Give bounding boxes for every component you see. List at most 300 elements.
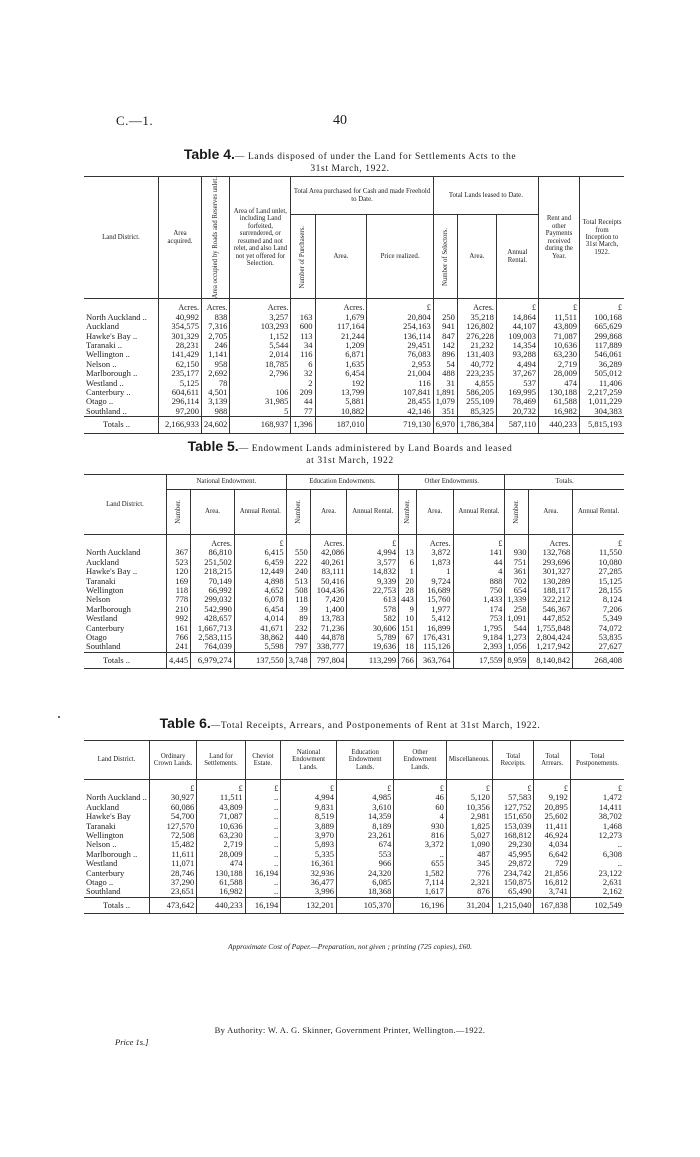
table6-value-cell: 655	[394, 859, 447, 868]
table5-totals-label: Totals ..	[86, 654, 131, 665]
table4-unit: £	[496, 299, 538, 313]
table5-district-cell: Auckland	[86, 556, 120, 567]
table4-value-cell: 505,012	[580, 369, 625, 378]
table5-value-cell: 1,091	[505, 614, 529, 623]
table6-value-cell: 153,039	[492, 822, 534, 831]
table4-value-cell: 246	[202, 341, 230, 350]
table5-value-cell: 16,689	[416, 586, 453, 595]
table5-value-cell: 764,039	[191, 642, 235, 652]
table5-value-cell: 71,236	[310, 624, 347, 633]
table5-value-cell: 16,899	[416, 624, 453, 633]
table4-unit: Acres.	[315, 299, 367, 313]
table5-value-cell: 39	[286, 605, 310, 614]
table5-unit: Acres.	[529, 535, 573, 549]
table4-value-cell: 5,881	[315, 397, 367, 406]
table4-district-cell: Wellington ..	[86, 349, 130, 360]
table5-value-cell: 44,878	[310, 633, 347, 642]
table6-value-cell: 5,335	[281, 850, 337, 859]
table4-value-cell: 109,003	[496, 332, 538, 341]
table4-totals-row	[84, 417, 624, 433]
table6-col-header: Miscellaneous.	[446, 741, 492, 780]
table4-value-cell: 61,588	[539, 397, 580, 406]
table6-district-cell: Westland	[86, 858, 118, 869]
table4-district-cell: Marlborough ..	[86, 368, 138, 379]
table4-totals-cell: 187,010	[315, 417, 367, 433]
table6-district-cell: Southland	[86, 886, 121, 897]
table6-row	[84, 831, 624, 840]
table4-value-cell: 40,772	[457, 360, 496, 369]
table5-value-cell: 5,789	[347, 633, 399, 642]
table4-value-cell: 62,150	[159, 360, 202, 369]
table5-value-cell: 508	[286, 586, 310, 595]
table6-unit: £	[245, 780, 281, 794]
table4-col-district: Land District.	[102, 233, 140, 241]
table4-totals-cell: 440,233	[539, 417, 580, 433]
table5-value-cell: 169	[167, 577, 191, 586]
table6-value-cell: 6,085	[336, 878, 393, 887]
table6-value-cell: 553	[336, 850, 393, 859]
table5-value-cell: 141	[453, 548, 505, 557]
table4-value-cell: 301,329	[159, 332, 202, 341]
table6-value-cell: 5,027	[446, 831, 492, 840]
table4-value-cell: 941	[433, 322, 457, 331]
table4-value-cell: 126,802	[457, 322, 496, 331]
table6-unit: £	[446, 780, 492, 794]
table6-value-cell: 32,936	[281, 869, 337, 878]
table5-unit	[399, 535, 417, 549]
table4-value-cell: 21,004	[367, 369, 433, 378]
printer-authority: By Authority: W. A. G. Skinner, Government Printer, Wellington.—1922.	[214, 1025, 486, 1035]
table6-totals-label: Totals ..	[86, 899, 131, 910]
table4-value-cell: 54	[433, 360, 457, 369]
table5-value-cell: 4,652	[234, 586, 286, 595]
table5-value-cell: 753	[453, 614, 505, 623]
table4-totals-cell: 2,166,933	[159, 417, 202, 433]
table6-value-cell: 2,321	[446, 878, 492, 887]
table6-totals-cell: 132,201	[281, 897, 337, 913]
table4-unit: £	[580, 299, 625, 313]
table5-col-national-rental: Annual Rental.	[234, 490, 286, 535]
table5-value-cell: 301,327	[529, 567, 573, 576]
table4-value-cell: 63,230	[539, 350, 580, 359]
table5-value-cell: 27,285	[573, 567, 624, 576]
table6-body	[84, 780, 624, 914]
table5-totals-cell: 8,140,842	[529, 652, 573, 668]
table5-unit: Acres.	[416, 535, 453, 549]
table6-value-cell: 46,924	[534, 831, 570, 840]
table5-value-cell: 40,261	[310, 558, 347, 567]
table4-value-cell: 21,244	[315, 332, 367, 341]
table5-value-cell: 118	[167, 586, 191, 595]
table6-unit: £	[570, 780, 624, 794]
approximate-cost	[0, 942, 700, 951]
table5-body	[84, 535, 624, 669]
table6-value-cell: 876	[446, 887, 492, 897]
table5-value-cell: 7,206	[573, 605, 624, 614]
table6-value-cell: 130,188	[197, 869, 245, 878]
table4-value-cell: 31,985	[230, 397, 291, 406]
table6-col-header: Total Postponements.	[570, 741, 624, 780]
table6-value-cell: 16,982	[197, 887, 245, 897]
table5-value-cell: 750	[453, 586, 505, 595]
table5-value-cell: 6	[399, 558, 417, 567]
table5-value-cell: 41,671	[234, 624, 286, 633]
table4-value-cell: 474	[539, 379, 580, 388]
table6-totals-cell: 167,838	[534, 897, 570, 913]
table4-district-cell: Hawke's Bay ..	[86, 330, 138, 341]
table4-district-cell: Westland ..	[86, 377, 124, 388]
table6-value-cell: 2,631	[570, 878, 624, 887]
table6-value-cell: 24,320	[336, 869, 393, 878]
table6-value-cell: 60,086	[149, 803, 196, 812]
table6-value-cell: 61,588	[197, 878, 245, 887]
table5-value-cell: 74,072	[573, 624, 624, 633]
page-header-left: C.—1.	[116, 113, 154, 128]
table4-value-cell: 2,705	[202, 332, 230, 341]
table4-label: Table 4.	[183, 146, 235, 162]
table6-col-header: Total Arrears.	[534, 741, 570, 780]
table5-value-cell: 888	[453, 577, 505, 586]
table6-value-cell: 150,875	[492, 878, 534, 887]
table6-title-text: —Total Receipts, Arrears, and Postponements of Rent at 31st March, 1922.	[210, 721, 541, 731]
table6-row	[84, 840, 624, 849]
table5-value-cell: 38,862	[234, 633, 286, 642]
table6-value-cell: 71,087	[197, 812, 245, 821]
table6-col-header: Education Endowment Lands.	[336, 741, 393, 780]
table6-totals-cell: 102,549	[570, 897, 624, 913]
table4-value-cell: 351	[433, 407, 457, 417]
table6-value-cell: 2,981	[446, 812, 492, 821]
table6-value-cell: ..	[245, 822, 281, 831]
table5-col-national-number: Number.	[174, 500, 182, 524]
table6-col-header: Ordinary Crown Lands.	[149, 741, 196, 780]
table6-district-cell: Hawke's Bay	[86, 811, 131, 822]
table6-value-cell: ..	[570, 859, 624, 868]
table5-col-other-number: Number.	[403, 500, 411, 524]
table6-row	[84, 803, 624, 812]
table6-value-cell: 57,583	[492, 793, 534, 802]
table4-unit: Acres.	[159, 299, 202, 313]
table5-col-education-area: Area.	[310, 490, 347, 535]
table5-value-cell: 1,056	[505, 642, 529, 652]
table5-value-cell: 8,124	[573, 595, 624, 604]
table5-value-cell: 546,367	[529, 605, 573, 614]
table6-value-cell: 816	[394, 831, 447, 840]
table6-value-cell: 729	[534, 859, 570, 868]
table4-district-cell: Auckland	[86, 321, 120, 332]
table4-value-cell: 11,511	[539, 313, 580, 322]
table4-value-cell: 93,288	[496, 350, 538, 359]
table4-col-forfeited: Area of Land unlet, including Land forfeited, surrendered, or resumed and not relet, and also Land not yet offered for Selection.	[230, 177, 291, 299]
table5-value-cell: 2,393	[453, 642, 505, 652]
page-number: 40	[333, 113, 347, 128]
table6-value-cell: 487	[446, 850, 492, 859]
table6-value-cell: 2,162	[570, 887, 624, 897]
table6-district-cell: Otago ..	[86, 877, 114, 888]
table6-value-cell: 3,996	[281, 887, 337, 897]
table4-value-cell: 11,406	[580, 379, 625, 388]
table5-value-cell: 6,459	[234, 558, 286, 567]
table6-totals-cell: 105,370	[336, 897, 393, 913]
table6-value-cell: 63,230	[197, 831, 245, 840]
table4-value-cell: 117,889	[580, 341, 625, 350]
table4-value-cell: 28,231	[159, 341, 202, 350]
table4-col-p-area: Area.	[315, 215, 367, 299]
table5-unit: £	[234, 535, 286, 549]
table5-totals-cell: 6,979,274	[191, 652, 235, 668]
table4-value-cell: 1,079	[433, 397, 457, 406]
table6	[84, 740, 624, 914]
table5-col-education-rental: Annual Rental.	[347, 490, 399, 535]
table4-value-cell: 28,009	[539, 369, 580, 378]
table4-totals-cell: 1,786,384	[457, 417, 496, 433]
table6-value-cell: 23,122	[570, 869, 624, 878]
table5-value-cell: 9	[399, 605, 417, 614]
table6-value-cell: 9,192	[534, 793, 570, 802]
table6-value-cell: 474	[197, 859, 245, 868]
table6-row	[84, 859, 624, 868]
table5-value-cell: 2,583,115	[191, 633, 235, 642]
table4-unit	[291, 299, 315, 313]
table4-totals-cell: 5,815,193	[580, 417, 625, 433]
table5-value-cell: 5,598	[234, 642, 286, 652]
table4-value-cell: 304,383	[580, 407, 625, 417]
table4-unit: Acres.	[202, 299, 230, 313]
table4-value-cell: 6	[291, 360, 315, 369]
table4-unit: Acres.	[230, 299, 291, 313]
table6-value-cell: 776	[446, 869, 492, 878]
table5-unit	[505, 535, 529, 549]
table6-value-cell: 12,273	[570, 831, 624, 840]
table6-value-cell: 1,090	[446, 840, 492, 849]
table5-totals-row	[84, 652, 624, 668]
table5-value-cell: 44	[453, 558, 505, 567]
table6-value-cell: 168,812	[492, 831, 534, 840]
table4-value-cell: 77	[291, 407, 315, 417]
table5-value-cell: 338,777	[310, 642, 347, 652]
table5-value-cell: 132,768	[529, 548, 573, 557]
table5-value-cell: 513	[286, 577, 310, 586]
table4-value-cell: 34	[291, 341, 315, 350]
table4-value-cell: 116	[291, 350, 315, 359]
table6-value-cell: 18,368	[336, 887, 393, 897]
table6-row	[84, 793, 624, 802]
table6-value-cell: 674	[336, 840, 393, 849]
table6-unit: £	[336, 780, 393, 794]
table6-value-cell: 966	[336, 859, 393, 868]
table6-value-cell: 2,719	[197, 840, 245, 849]
table4-value-cell: 31	[433, 379, 457, 388]
table5-totals-cell: 797,804	[310, 652, 347, 668]
table6-header-row	[84, 741, 624, 780]
table4-totals-cell: 168,937	[230, 417, 291, 433]
table5-value-cell: 161	[167, 624, 191, 633]
table4-value-cell: 586,205	[457, 388, 496, 397]
table4-value-cell: 250	[433, 313, 457, 322]
table5-value-cell: 523	[167, 558, 191, 567]
table6-value-cell: 36,477	[281, 878, 337, 887]
table4-value-cell: 116	[367, 379, 433, 388]
table6-unit: £	[281, 780, 337, 794]
table5-value-cell: 15,760	[416, 595, 453, 604]
table6-col-header: Total Receipts.	[492, 741, 534, 780]
table6-value-cell: 3,970	[281, 831, 337, 840]
table6-value-cell: 23,261	[336, 831, 393, 840]
table4-value-cell: 5,544	[230, 341, 291, 350]
table5-unit: £	[453, 535, 505, 549]
table6-value-cell: 127,570	[149, 822, 196, 831]
table4-value-cell: 117,164	[315, 322, 367, 331]
table5-value-cell: 293,696	[529, 558, 573, 567]
table4-value-cell: 40,992	[159, 313, 202, 322]
table4-value-cell: 78,469	[496, 397, 538, 406]
table4-col-purchased-group: Total Area purchased for Cash and made Freehold to Date.	[291, 177, 433, 215]
table5-value-cell: 118	[286, 595, 310, 604]
table4-value-cell: 235,177	[159, 369, 202, 378]
table6-value-cell: 1,825	[446, 822, 492, 831]
table5-value-cell: 1,795	[453, 624, 505, 633]
table6-value-cell: 11,611	[149, 850, 196, 859]
table5-value-cell: 1,339	[505, 595, 529, 604]
table6-unit: £	[197, 780, 245, 794]
table4-value-cell: 1,635	[315, 360, 367, 369]
table4-unit: £	[367, 299, 433, 313]
table5-value-cell: 578	[347, 605, 399, 614]
table5-district-cell: Nelson	[86, 594, 111, 605]
table5-value-cell: 251,502	[191, 558, 235, 567]
table5-totals-cell: 766	[399, 652, 417, 668]
table4-value-cell: 988	[202, 407, 230, 417]
table4-value-cell: 958	[202, 360, 230, 369]
table4-value-cell: 113	[291, 332, 315, 341]
table6-district-cell: Marlborough ..	[86, 848, 138, 859]
table6-value-cell: 14,359	[336, 812, 393, 821]
table6-district-cell: Wellington	[86, 830, 124, 841]
table5-value-cell: 115,126	[416, 642, 453, 652]
table6-value-cell: 65,490	[492, 887, 534, 897]
table5-value-cell: 7,420	[310, 595, 347, 604]
table6-col-header: Land for Settlements.	[197, 741, 245, 780]
table5-value-cell: 3,872	[416, 548, 453, 557]
table6-value-cell: 6,308	[570, 850, 624, 859]
table6-value-cell: 3,741	[534, 887, 570, 897]
table4-value-cell: 97,200	[159, 407, 202, 417]
table6-value-cell: ..	[245, 812, 281, 821]
table6-value-cell: ..	[394, 850, 447, 859]
table6-value-cell: 3,610	[336, 803, 393, 812]
table5-value-cell: 1,755,848	[529, 624, 573, 633]
table4-value-cell: 6,871	[315, 350, 367, 359]
table4-value-cell: 43,809	[539, 322, 580, 331]
table6-value-cell: 4	[394, 812, 447, 821]
table4-value-cell: 1,891	[433, 388, 457, 397]
table5-totals-cell: 363,764	[416, 652, 453, 668]
table6-value-cell: ..	[245, 803, 281, 812]
table5-col-totals: Totals.	[505, 475, 624, 490]
table4-value-cell: 85,325	[457, 407, 496, 417]
table5-value-cell: 447,852	[529, 614, 573, 623]
table6-value-cell: 930	[394, 822, 447, 831]
table4-value-cell: 2,953	[367, 360, 433, 369]
table4-value-cell: 10,882	[315, 407, 367, 417]
table6-value-cell: 9,831	[281, 803, 337, 812]
table5-value-cell: 542,990	[191, 605, 235, 614]
table5-value-cell: 361	[505, 567, 529, 576]
table6-row	[84, 812, 624, 821]
table4-value-cell: 537	[496, 379, 538, 388]
table6-value-cell: 6,642	[534, 850, 570, 859]
table5-totals-cell: 4,445	[167, 652, 191, 668]
table6-value-cell: 11,071	[149, 859, 196, 868]
table6-col-header: Land District.	[97, 756, 136, 764]
table5-district-cell: Taranaki	[86, 575, 116, 586]
table4-value-cell: 254,163	[367, 322, 433, 331]
table5-totals-cell: 268,408	[573, 652, 624, 668]
table6-unit: £	[394, 780, 447, 794]
table5-col-district: Land District.	[106, 500, 144, 508]
table6-totals-row	[84, 897, 624, 913]
table4-value-cell: 76,083	[367, 350, 433, 359]
table6-col-header: Other Endowment Lands.	[394, 741, 447, 780]
table5-unit	[286, 535, 310, 549]
table4-title-line2: 31st March, 1922.	[310, 164, 390, 174]
table5-value-cell: 10	[399, 614, 417, 623]
table5-district-cell: Marlborough	[86, 603, 131, 614]
table5-value-cell: 222	[286, 558, 310, 567]
table5-district-cell: North Auckland	[86, 547, 141, 558]
table6-value-cell: 345	[446, 859, 492, 868]
table5-district-cell: Hawke's Bay ..	[86, 566, 138, 577]
table6-value-cell: 23,651	[149, 887, 196, 897]
table6-value-cell: 28,746	[149, 869, 196, 878]
table5-value-cell: 4,014	[234, 614, 286, 623]
table4-value-cell: 3,257	[230, 313, 291, 322]
table6-district-cell: Taranaki	[86, 820, 116, 831]
table5-value-cell: 258	[505, 605, 529, 614]
table4-col-l-area: Area.	[457, 215, 496, 299]
table5-title-line2: at 31st March, 1922	[306, 456, 394, 466]
table5-col-other-area: Area.	[416, 490, 453, 535]
table4-value-cell: 100,168	[580, 313, 625, 322]
table5-district-cell: Wellington	[86, 585, 124, 596]
table5-col-education: Education Endowments.	[286, 475, 399, 490]
table4-value-cell: 296,114	[159, 397, 202, 406]
table5-district-cell: Otago	[86, 632, 107, 643]
table5-value-cell: 241	[167, 642, 191, 652]
table4-value-cell: 142	[433, 341, 457, 350]
table4-value-cell: 28,455	[367, 397, 433, 406]
table6-value-cell: 3,372	[394, 840, 447, 849]
table4-unit-blank	[84, 299, 159, 313]
table5-value-cell: 13	[399, 548, 417, 557]
table4-value-cell: 223,235	[457, 369, 496, 378]
table4-value-cell: 1,679	[315, 313, 367, 322]
table4-value-cell: 20,732	[496, 407, 538, 417]
table4-value-cell: 2,796	[230, 369, 291, 378]
table5-value-cell: 176,431	[416, 633, 453, 642]
table4	[84, 176, 624, 434]
table5-value-cell: 613	[347, 595, 399, 604]
table4-col-area-acquired: Area acquired.	[159, 177, 202, 299]
table4-value-cell: 5,125	[159, 379, 202, 388]
table5-value-cell: 544	[505, 624, 529, 633]
table5-value-cell: 13,783	[310, 614, 347, 623]
table5-value-cell: 240	[286, 567, 310, 576]
table5-value-cell: 550	[286, 548, 310, 557]
table4-totals-cell: 587,110	[496, 417, 538, 433]
table4-value-cell: 838	[202, 313, 230, 322]
table6-value-cell: 46	[394, 793, 447, 802]
